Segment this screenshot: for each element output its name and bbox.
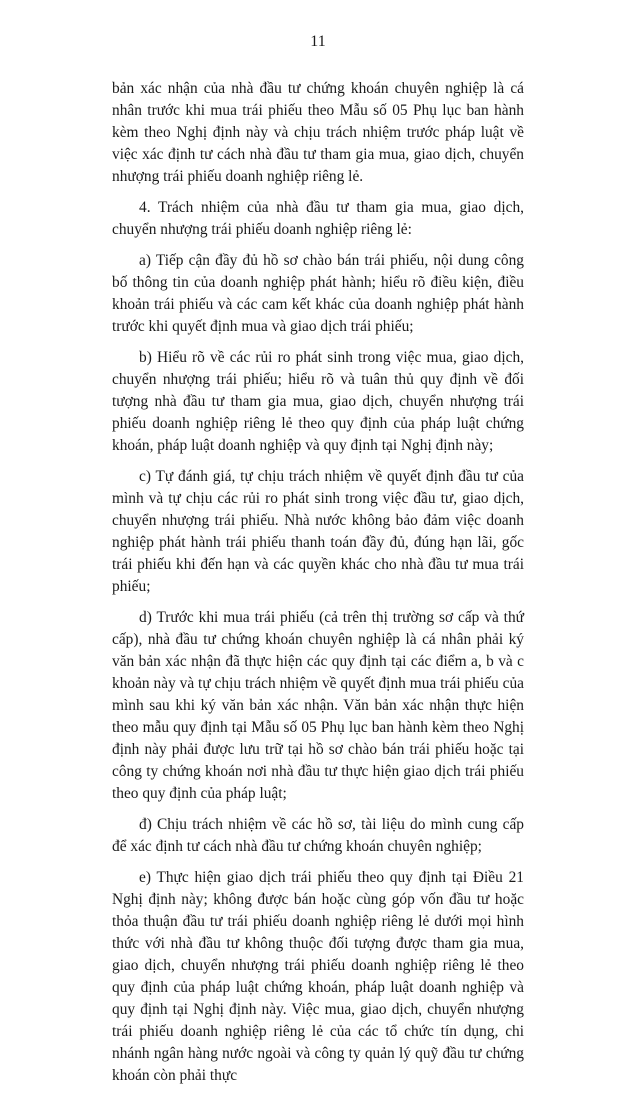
paragraph-point-dd: đ) Chịu trách nhiệm về các hồ sơ, tài liệu do mình cung cấp để xác định tư cách nhà đầu tư chứng khoán chuyên nghiệp; [112, 816, 524, 855]
paragraph-point-a: a) Tiếp cận đầy đủ hồ sơ chào bán trái phiếu, nội dung công bố thông tin của doanh nghiệp phát hành; hiểu rõ điều kiện, điều khoản trái phiếu và các cam kết khác của doanh nghiệp phát hành trước khi quyết định mua và giao dịch trái phiếu; [112, 252, 524, 335]
paragraph-point-b: b) Hiểu rõ về các rủi ro phát sinh trong việc mua, giao dịch, chuyển nhượng trái phiếu; hiểu rõ và tuân thủ quy định về đối tượng nhà đầu tư tham gia mua, giao dịch, chuyển nhượng trái phiếu doanh nghiệp riêng lẻ theo quy định của pháp luật chứng khoán, pháp luật doanh nghiệp và quy định tại Nghị định này; [112, 349, 524, 454]
paragraph-point-e: e) Thực hiện giao dịch trái phiếu theo quy định tại Điều 21 Nghị định này; không được bán hoặc cùng góp vốn đầu tư hoặc thỏa thuận đầu tư trái phiếu doanh nghiệp riêng lẻ dưới mọi hình thức với nhà đầu tư không thuộc đối tượng được tham gia mua, giao dịch, chuyển nhượng trái phiếu doanh nghiệp riêng lẻ theo quy định của pháp luật chứng khoán, pháp luật doanh nghiệp và quy định tại Nghị định này. Việc mua, giao dịch, chuyển nhượng trái phiếu doanh nghiệp riêng lẻ của các tổ chức tín dụng, chi nhánh ngân hàng nước ngoài và công ty quản lý quỹ đầu tư chứng khoán còn phải thực [112, 869, 524, 1084]
document-page [112, 32, 524, 1096]
paragraph-continuation: bản xác nhận của nhà đầu tư chứng khoán chuyên nghiệp là cá nhân trước khi mua trái phiếu theo Mẫu số 05 Phụ lục ban hành kèm theo Nghị định này và chịu trách nhiệm trước pháp luật về việc xác định tư cách nhà đầu tư tham gia mua, giao dịch, chuyển nhượng trái phiếu doanh nghiệp riêng lẻ. [112, 80, 524, 185]
paragraph-point-d: d) Trước khi mua trái phiếu (cả trên thị trường sơ cấp và thứ cấp), nhà đầu tư chứng khoán chuyên nghiệp là cá nhân phải ký văn bản xác nhận đã thực hiện các quy định tại các điểm a, b và c khoản này và tự chịu trách nhiệm về quyết định mua trái phiếu của mình sau khi ký văn bản xác nhận. Văn bản xác nhận thực hiện theo mẫu quy định tại Mẫu số 05 Phụ lục ban hành kèm theo Nghị định này phải được lưu trữ tại hồ sơ chào bán trái phiếu hoặc tại công ty chứng khoán nơi nhà đầu tư thực hiện giao dịch trái phiếu theo quy định của pháp luật; [112, 609, 524, 802]
page-number: 11 [310, 33, 326, 50]
paragraph-point-c: c) Tự đánh giá, tự chịu trách nhiệm về quyết định đầu tư của mình và tự chịu các rủi ro phát sinh trong việc đầu tư, giao dịch, chuyển nhượng trái phiếu. Nhà nước không bảo đảm việc doanh nghiệp phát hành trái phiếu thanh toán đầy đủ, đúng hạn lãi, gốc trái phiếu khi đến hạn và các quyền khác cho nhà đầu tư mua trái phiếu; [112, 468, 524, 595]
paragraph-clause-4: 4. Trách nhiệm của nhà đầu tư tham gia mua, giao dịch, chuyển nhượng trái phiếu doanh nghiệp riêng lẻ: [112, 199, 524, 238]
